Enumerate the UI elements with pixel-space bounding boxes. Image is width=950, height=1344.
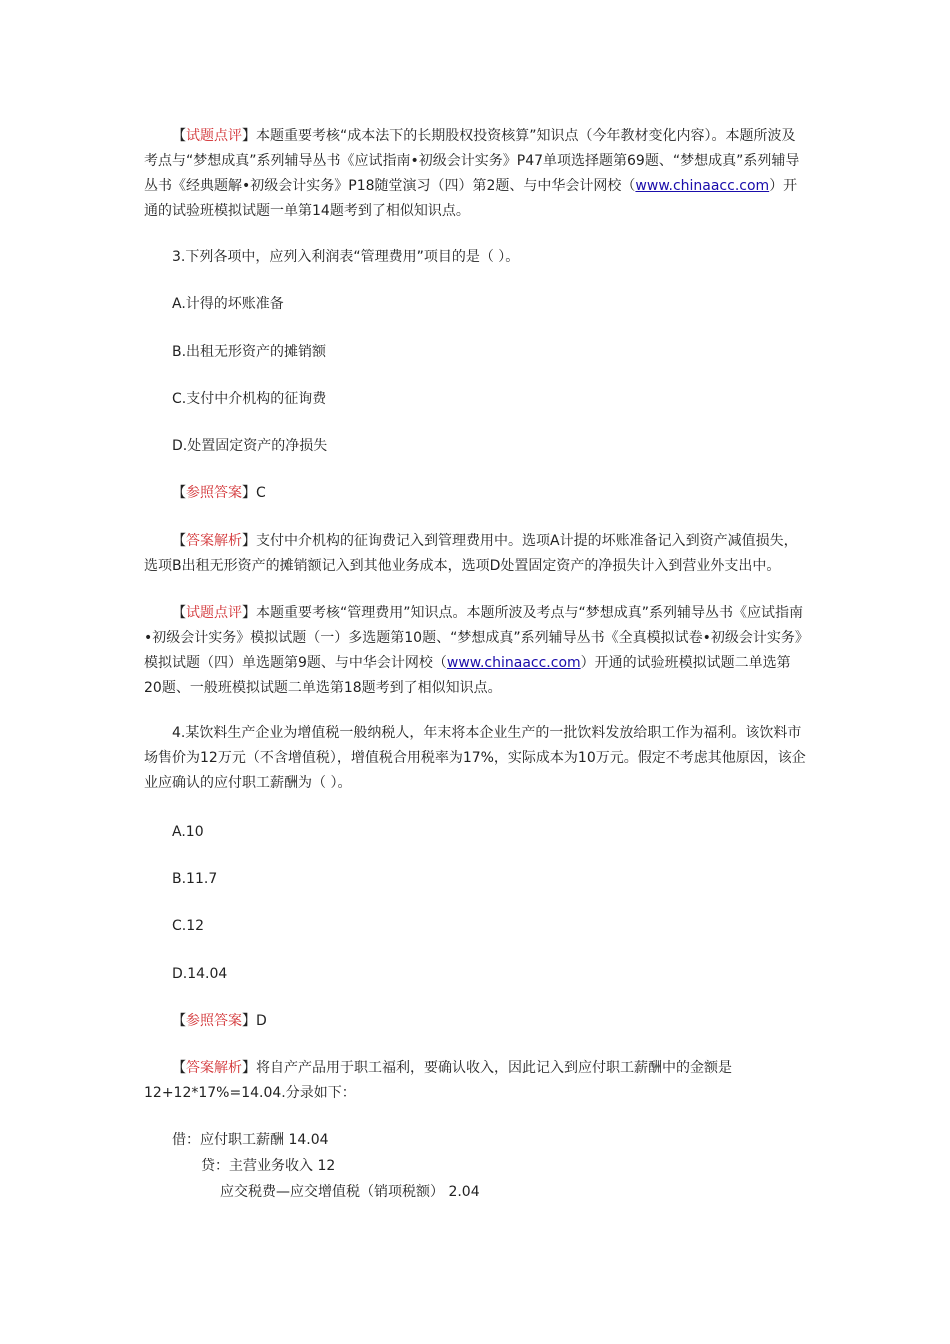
chinaacc-link[interactable]: www.chinaacc.com <box>446 655 581 671</box>
q3-option-c: C.支付中介机构的征询费 <box>172 391 327 407</box>
q4-analysis: 【答案解析】将自产产品用于职工福利，要确认收入，因此记入到应付职工薪酬中的金额是12+12*17%=14.04.分录如下： <box>144 1060 732 1101</box>
q3-answer: 【参照答案】C <box>172 485 266 501</box>
q4-option-a: A.10 <box>172 824 204 840</box>
review-tag: 【试题点评】 <box>172 128 256 144</box>
q4-option-b: B.11.7 <box>172 871 218 887</box>
q3-analysis: 【答案解析】支付中介机构的征询费记入到管理费用中。选项A计提的坏账准备记入到资产减值损失，选项B出租无形资产的摊销额记入到其他业务成本，选项D处置固定资产的净损失计入到营业外支出中。 <box>144 533 798 574</box>
q4-answer: 【参照答案】D <box>172 1013 267 1029</box>
question-4: 4.某饮料生产企业为增值税一般纳税人，年末将本企业生产的一批饮料发放给职工作为福利。该饮料市场售价为12万元（不含增值税），增值税合用税率为17%，实际成本为10万元。假定不考虑其他原因，该企业应确认的应付职工薪酬为（ ）。 <box>144 725 806 791</box>
review-paragraph-1: 【试题点评】本题重要考核“成本法下的长期股权投资核算”知识点（今年教材变化内容）。本题所波及考点与“梦想成真”系列辅导丛书《应试指南•初级会计实务》P47单项选择题第69题、“梦想成真”系列辅导丛书《经典题解•初级会计实务》P18随堂演习（四）第2题、与中华会计网校（www.chinaacc.com）开通的试验班模拟试题一单第14题考到了相似知识点。 <box>144 128 800 219</box>
q4-option-c: C.12 <box>172 918 205 934</box>
entry-debit: 借：应付职工薪酬 14.04 <box>172 1132 329 1148</box>
q4-option-d: D.14.04 <box>172 966 228 982</box>
q3-option-d: D.处置固定资产的净损失 <box>172 438 328 454</box>
q3-option-a: A.计得的坏账准备 <box>172 296 284 312</box>
q3-review: 【试题点评】本题重要考核“管理费用”知识点。本题所波及考点与“梦想成真”系列辅导丛书《应试指南•初级会计实务》模拟试题（一）多选题第10题、“梦想成真”系列辅导丛书《全真模拟试卷•初级会计实务》模拟试题（四）单选题第9题、与中华会计网校（www.chinaacc.com）开通的试验班模拟试题二单选第20题、一般班模拟试题二单选第18题考到了相似知识点。 <box>144 605 804 696</box>
entry-credit-tax: 应交税费—应交增值税（销项税额） 2.04 <box>220 1184 480 1200</box>
chinaacc-link[interactable]: www.chinaacc.com <box>635 178 770 194</box>
question-3: 3.下列各项中，应列入利润表“管理费用”项目的是（ ）。 <box>172 249 520 265</box>
q3-option-b: B.出租无形资产的摊销额 <box>172 344 327 360</box>
entry-credit: 贷：主营业务收入 12 <box>201 1158 336 1174</box>
